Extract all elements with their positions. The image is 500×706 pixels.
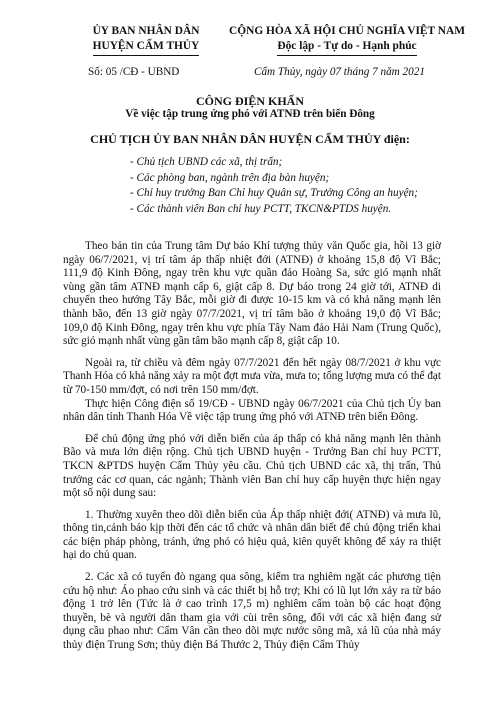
issuing-agency — [66, 24, 226, 56]
chairman-line: CHỦ TỊCH ỦY BAN NHÂN DÂN HUYỆN CẨM THỦY điện: — [90, 132, 410, 146]
document-body — [63, 240, 441, 661]
agency-line-2: HUYỆN CẨM THỦY — [93, 39, 200, 56]
nation-name: CỘNG HÒA XÃ HỘI CHỦ NGHĨA VIỆT NAM — [229, 25, 465, 37]
document-number: Số: 05 /CĐ - UBND — [88, 66, 180, 78]
body-paragraph: Theo bản tin của Trung tâm Dự báo Khí tượng thủy văn Quốc gia, hồi 13 giờ ngày 06/7/2021, vị trí tâm áp thấp nhiệt đới (ATNĐ) ở khoảng 15,8 độ Vĩ Bắc; 111,9 độ Kinh Đông, ngay trên khu vực quần đảo Hoàng Sa, sức gió mạnh nhất vùng gần tâm ATNĐ mạnh cấp 6, giật cấp 8. Dự báo trong 24 giờ tới, ATNĐ di chuyển theo hướng Tây Bắc, mỗi giờ đi được 10-15 km và có khả năng mạnh lên thành bão, đến 13 giờ ngày 07/7/2021, vị trí tâm bão ở khoảng 19,0 độ Vĩ Bắc; 109,0 độ Kinh Đông, ngay trên khu vực phía Tây Nam đảo Hải Nam (Trung Quốc), sức gió mạnh nhất vùng gần tâm bão mạnh cấp 8, giật cấp 10. — [63, 240, 441, 348]
recipient-list — [130, 156, 418, 218]
document-title: CÔNG ĐIỆN KHẨN — [195, 94, 304, 108]
national-motto — [222, 24, 472, 56]
document-subtitle: Về việc tập trung ứng phó với ATNĐ trên biển Đông — [125, 108, 375, 120]
recipient-item: - Chủ tịch UBND các xã, thị trấn; — [130, 156, 283, 168]
body-paragraph: 2. Các xã có tuyến đò ngang qua sông, kiểm tra nghiêm ngặt các phương tiện cứu hộ như: Áo phao cứu sinh và các thiết bị hỗ trợ; Khi có lũ lụt lớn xảy ra từ báo động 1 trở lên (Tức là ở cao trình 17,5 m) nghiêm cấm toàn bộ các hoạt động thuyền, bè và người dân tham gia với cùi trên sông, đối với các xã hiện đang sử dụng cầu phao như: Cẩm Vân cần theo dõi mực nước sông mã, xả lũ của nhà máy thủy điện Trung Sơn; thủy điện Bá Thước 2, Thủy điện Cẩm Thủy — [63, 571, 441, 652]
issue-date: Cẩm Thủy, ngày 07 tháng 7 năm 2021 — [254, 66, 425, 78]
agency-line-1: ỦY BAN NHÂN DÂN — [92, 25, 200, 37]
body-paragraph: Ngoài ra, từ chiều và đêm ngày 07/7/2021 đến hết ngày 08/7/2021 ở khu vực Thanh Hóa có khả năng xảy ra một đợt mưa vừa, mưa to; tổng lượng mưa có thể đạt từ 70-150 mm/đợt, có nơi trên 150 mm/đợt. — [63, 356, 441, 396]
recipient-item: - Các phòng ban, ngành trên địa bàn huyện; — [130, 171, 330, 184]
body-paragraph: 1. Thường xuyên theo dõi diễn biến của Áp thấp nhiệt đới( ATNĐ) và mưa lũ, thông tin,cảnh báo kịp thời đến các tổ chức và nhân dân biết để chủ động triển khai các biện pháp phòng, tránh, ứng phó có hiệu quả, kiên quyết không để xảy ra thiệt hại do chủ quan. — [63, 508, 441, 562]
recipient-item: - Chỉ huy trưởng Ban Chỉ huy Quân sự, Trưởng Công an huyện; — [130, 187, 418, 199]
motto: Độc lập - Tự do - Hạnh phúc — [277, 39, 416, 56]
body-paragraph: Để chủ động ứng phó với diễn biến của áp thấp có khả năng mạnh lên thành Bão và mưa lớn diện rộng. Chủ tịch UBND huyện - Trưởng Ban chỉ huy PCTT, TKCN &PTDS huyện Cẩm Thủy yêu cầu. Chủ tịch UBND các xã, thị trấn, Thủ trưởng các cơ quan, các ngành; Thành viên Ban chỉ huy cấp huyện thực hiện ngay một số nội dung sau: — [63, 432, 441, 500]
body-paragraph: Thực hiện Công điện số 19/CĐ - UBND ngày 06/7/2021 của Chủ tịch Ủy ban nhân dân tỉnh Thanh Hóa Về việc tập trung ứng phó với ATNĐ trên biển Đông. — [63, 397, 441, 424]
recipient-item: - Các thành viên Ban chỉ huy PCTT, TKCN&PTDS huyện. — [130, 202, 392, 215]
